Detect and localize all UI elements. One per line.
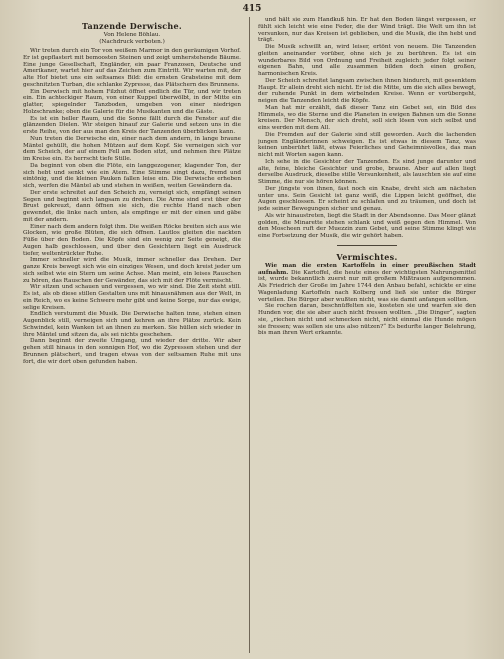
article-paragraph: Als wir hinaustreten, liegt die Stadt in der Abendsonne. Das Meer glänzt golden, die Minarette stehen schlank und weiß gegen den Himmel. Von den Moscheen ruft der Muezzin zum Gebet, und seine Stimme klingt wie eine Fortsetzung der Musik, die wir gehört haben. xyxy=(258,212,476,239)
article-paragraph: Der jüngste von ihnen, fast noch ein Knabe, dreht sich am nächsten unter uns. Sein Gesicht ist ganz weiß, die Lippen leicht geöffnet, die Augen geschlossen. Er scheint zu schlafen und zu träumen, und doch ist jede seiner Bewegungen sicher und genau. xyxy=(258,185,476,212)
article-paragraph: Ich sehe in die Gesichter der Tanzenden. Es sind junge darunter und alte, feine, bleiche Gesichter und grobe, braune. Aber auf allen liegt derselbe Ausdruck, dieselbe stille Versunkenheit, als lauschten sie auf eine Stimme, die nur sie hören können. xyxy=(258,158,476,185)
article-author: Von Helene Böhlau. xyxy=(103,32,161,38)
article-paragraph: Einer nach dem andern folgt ihm. Die weißen Röcke breiten sich aus wie Glocken, wie große Blüten, die sich öffnen. Lautlos gleiten die nackten Füße über den Boden. Die Köpfe sind ein wenig zur Seite geneigt, die Augen halb geschlossen, und über den Gesichtern liegt ein Ausdruck tiefer, weltentrückter Ruhe. xyxy=(23,223,241,257)
item-text: Die Kartoffel, die heute eines der wichtigsten Nahrungsmittel ist, wurde bekanntlich zuerst nur mit großem Mißtrauen aufgenommen. Als Friedrich der Große im Jahre 1744 den Anbau befahl, schickte er eine Wagenladung Kartoffeln nach Kolberg und ließ sie unter die Bürger verteilen. Die Bürger aber wußten nicht, was sie damit anfangen sollten. xyxy=(258,269,476,303)
article-paragraph: Die Fremden auf der Galerie sind still geworden. Auch die lachenden jungen Engländerinnen schweigen. Es ist etwas in diesem Tanz, was keinen unberührt läßt, etwas Feierliches und Geheimnisvolles, das man nicht mit Worten sagen kann. xyxy=(258,131,476,158)
reprint-note: (Nachdruck verboten.) xyxy=(99,39,165,45)
item-paragraph: Sie rochen daran, beschnüffelten sie, kosteten sie und warfen sie den Hunden vor, die sie aber auch nicht fressen wollten. „Die Dinger“, sagten sie, „riechen nicht und schmecken nicht, nicht einmal die Hunde mögen sie fressen; was sollen sie uns also nützen?“ Es bedurfte langer Belehrung, bis man ihren Wert erkannte. xyxy=(258,303,476,337)
article-paragraph: Dann beginnt der zweite Umgang, und wieder der dritte. Wir aber gehen still hinaus in den sonnigen Hof, wo die Zypressen stehen und der Brunnen plätschert, und tragen etwas von der seltsamen Ruhe mit uns fort, die wir dort oben gefunden haben. xyxy=(23,338,241,365)
article-paragraph: Man hat mir erzählt, daß dieser Tanz ein Gebet sei, ein Bild des Himmels, wo die Sterne und die Planeten in ewigen Bahnen um die Sonne kreisen. Der Mensch, der sich dreht, soll sich lösen von sich selbst und eins werden mit dem All. xyxy=(258,104,476,131)
article-paragraph: Der Scheich schreitet langsam zwischen ihnen hindurch, mit gesenktem Haupt. Er allein dreht sich nicht. Er ist die Mitte, um die sich alles bewegt, der ruhende Punkt in dem wirbelnden Kreise. Wenn er vorübergeht, neigen die Tanzenden leicht die Köpfe. xyxy=(258,77,476,104)
article-paragraph: Der erste schreitet auf den Scheich zu, verneigt sich, empfängt seinen Segen und beginnt sich langsam zu drehen. Die Arme sind erst über der Brust gekreuzt, dann öffnen sie sich, die rechte Hand nach oben gewendet, die linke nach unten, als empfinge er mit der einen und gäbe mit der andern. xyxy=(23,189,241,223)
article-paragraph: Wir sitzen und schauen und vergessen, wo wir sind. Die Zeit steht still. Es ist, als ob diese stillen Gestalten uns mit hinausnähmen aus der Welt, in ein Reich, wo es keine Schwere mehr gibt und keine Sorge, nur das ewige, selige Kreisen. xyxy=(23,284,241,311)
article-paragraph: Es ist ein heller Raum, und die Sonne fällt durch die Fenster auf die glänzenden Dielen. Wir steigen hinauf zur Galerie und setzen uns in die erste Reihe, von der aus man den Kreis der Tanzenden überblicken kann. xyxy=(23,115,241,135)
section-separator xyxy=(337,245,397,246)
right-column xyxy=(258,17,476,653)
item-lead: Wie man die ersten Kartoffeln in einer preußischen Stadt aufnahm. xyxy=(258,262,476,276)
article-paragraph: Ein Derwisch mit hohem Filzhut öffnet endlich die Tür, und wir treten ein. Ein achteckiger Raum, von einer Kuppel überwölbt, in der Mitte ein glatter, spiegelnder Tanzboden, umgeben von einer niedrigen Holzschranke; oben die Galerie für die Musikanten und die Gäste. xyxy=(23,88,241,115)
article-paragraph: Nun treten die Derwische ein, einer nach dem andern, in lange braune Mäntel gehüllt, die hohen Mützen auf dem Kopf. Sie verneigen sich vor dem Scheich, der auf einem Fell am Boden sitzt, und nehmen ihre Plätze im Kreise ein. Es herrscht tiefe Stille. xyxy=(23,135,241,162)
section-title: Vermischtes. xyxy=(336,251,398,262)
article-paragraph: Da beginnt von oben die Flöte, ein langgezogener, klagender Ton, der sich hebt und senkt wie ein Atem. Eine Stimme singt dazu, fremd und eintönig, und die kleinen Pauken fallen leise ein. Die Derwische erheben sich, werfen die Mäntel ab und stehen in weißen, weiten Gewändern da. xyxy=(23,162,241,189)
column-divider xyxy=(249,17,250,653)
article-paragraph: Endlich verstummt die Musik. Die Derwische halten inne, stehen einen Augenblick still, verneigen sich und kehren an ihre Plätze zurück. Kein Schwindel, kein Wanken ist an ihnen zu merken. Sie hüllen sich wieder in ihre Mäntel und sitzen da, als sei nichts geschehen. xyxy=(23,311,241,338)
article-paragraph: Immer schneller wird die Musik, immer schneller das Drehen. Der ganze Kreis bewegt sich wie ein einziges Wesen, und doch kreist jeder um sich selbst wie ein Stern um seine Achse. Man meint, ein leises Rauschen zu hören, das Rauschen der Gewänder, das sich mit der Flöte vermischt. xyxy=(23,257,241,284)
article-title: Tanzende Derwische. xyxy=(81,21,183,31)
left-column xyxy=(23,17,241,653)
article-paragraph: Die Musik schwillt an, wird leiser, ertönt von neuem. Die Tanzenden gleiten aneinander vorüber, ohne sich je zu berühren. Es ist ein wunderbares Bild von Ordnung und Freiheit zugleich: jeder folgt seiner eigenen Bahn, und alle zusammen bilden doch einen großen, harmonischen Kreis. xyxy=(258,44,476,77)
article-paragraph: Wir treten durch ein Tor von weißem Marmor in den geräumigen Vorhof. Er ist gepflastert mit bemoosten Steinen und zeigt umherstehende Bäume. Eine junge Gesellschaft, Engländer, ein paar Franzosen, Deutsche und Amerikaner, wartet hier auf das Zeichen zum Eintritt. Wir warten mit, der alte Hof bietet uns ein seltsames Bild: die ernsten Grabsteine mit dem geschnitzten Turban, die schlanke Zypresse, das Plätschern des Brunnens. xyxy=(23,48,241,88)
article-paragraph: und hält sie zum Handkuß hin. Er hat den Boden längst vergessen, er fühlt sich leicht wie eine Feder, die der Wind trägt. Die Welt um ihn ist versunken, nur das Kreisen ist geblieben, und die Musik, die ihn hebt und trägt. xyxy=(258,17,476,44)
page-number: 415 xyxy=(242,4,262,14)
